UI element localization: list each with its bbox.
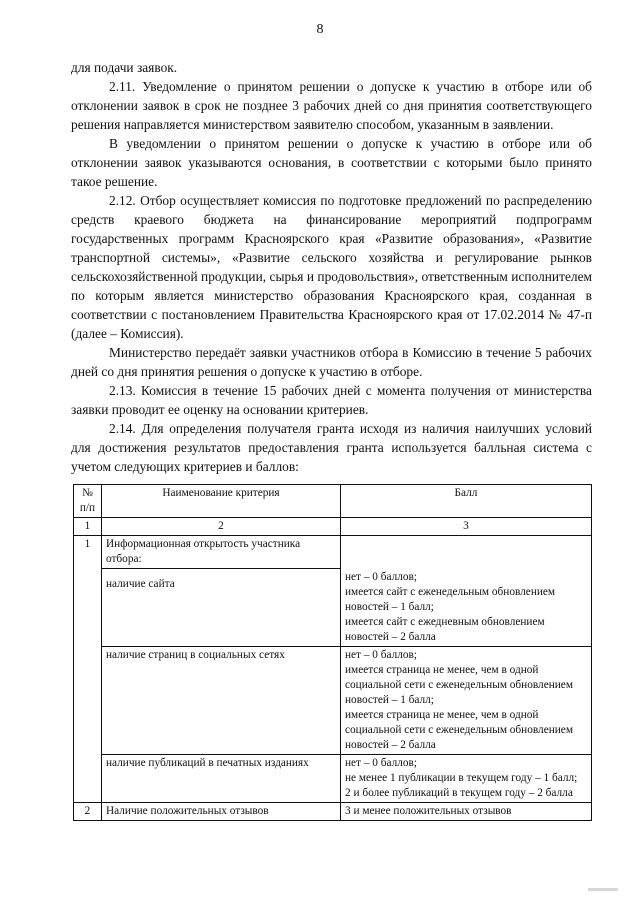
header-score: Балл <box>341 485 592 518</box>
criterion-name: Информационная открытость участника отбора: <box>102 536 341 569</box>
table-row <box>74 536 592 569</box>
paragraph-2-11: 2.11. Уведомление о принятом решении о допуске к участию в отборе или об отклонении заявок в срок не позднее 3 рабочих дней со дня принятия соответствующего решения направляется министерством заявителю способом, указанным в заявлении. <box>71 79 592 132</box>
criterion-name: наличие страниц в социальных сетях <box>102 646 341 754</box>
col-number-1: 1 <box>74 518 102 536</box>
criterion-score <box>341 536 592 569</box>
criterion-score: нет – 0 баллов; имеется страница не менее, чем в одной социальной сети с еженедельным обновлением новостей – 1 балл; имеется страница не менее, чем в одной социальной сети с еженедельным обновлением новостей – 2 балла <box>341 646 592 754</box>
header-num: № п/п <box>74 485 102 518</box>
table-column-numbers-row <box>74 518 592 536</box>
criterion-name: Наличие положительных отзывов <box>102 802 341 820</box>
criterion-name: наличие сайта <box>102 569 341 647</box>
paragraph-2-14: 2.14. Для определения получателя гранта исходя из наличия наилучших условий для достижения результатов предоставления гранта используется балльная система с учетом следующих критериев и баллов: <box>71 421 592 474</box>
criterion-score: 3 и менее положительных отзывов <box>341 802 592 820</box>
paragraph-ministry-transfer: Министерство передаёт заявки участников отбора в Комиссию в течение 5 рабочих дней со дня принятия решения о допуске к участию в отборе. <box>71 345 592 379</box>
criterion-score: нет – 0 баллов; имеется сайт с еженедельным обновлением новостей – 1 балл; имеется сайт с ежедневным обновлением новостей – 2 балла <box>341 569 592 647</box>
col-number-3: 3 <box>341 518 592 536</box>
scan-edge-mark <box>588 888 618 891</box>
paragraph-notification-grounds: В уведомлении о принятом решении о допуске к участию в отборе или об отклонении заявок указываются основания, в соответствии с которыми было принято такое решение. <box>71 136 592 189</box>
criterion-name: наличие публикаций в печатных изданиях <box>102 754 341 802</box>
table-row <box>74 754 592 802</box>
table-row <box>74 569 592 647</box>
page-number: 8 <box>316 22 324 37</box>
row-number: 1 <box>74 536 102 569</box>
criteria-table <box>73 484 592 821</box>
criterion-score: нет – 0 баллов; не менее 1 публикации в текущем году – 1 балл; 2 и более публикаций в текущем году – 2 балла <box>341 754 592 802</box>
table-header-row <box>74 485 592 518</box>
row-number-empty <box>74 754 102 802</box>
header-criterion: Наименование критерия <box>102 485 341 518</box>
row-number: 2 <box>74 802 102 820</box>
body-text <box>71 58 592 476</box>
row-number-empty <box>74 569 102 647</box>
paragraph-continuation: для подачи заявок. <box>71 60 178 75</box>
paragraph-2-13: 2.13. Комиссия в течение 15 рабочих дней с момента получения от министерства заявки проводит ее оценку на основании критериев. <box>71 383 592 417</box>
paragraph-2-12: 2.12. Отбор осуществляет комиссия по подготовке предложений по распределению средств краевого бюджета на финансирование мероприятий подпрограмм государственных программ Красноярского края «Развитие образования», «Развитие транспортной системы», «Развитие сельского хозяйства и регулирование рынков сельскохозяйственной продукции, сырья и продовольствия», ответственным исполнителем по которым является министерство образования Красноярского края, созданная в соответствии с постановлением Правительства Красноярского края от 17.02.2014 № 47-п (далее – Комиссия). <box>71 193 592 341</box>
row-number-empty <box>74 646 102 754</box>
col-number-2: 2 <box>102 518 341 536</box>
table-row <box>74 646 592 754</box>
table-row <box>74 802 592 820</box>
